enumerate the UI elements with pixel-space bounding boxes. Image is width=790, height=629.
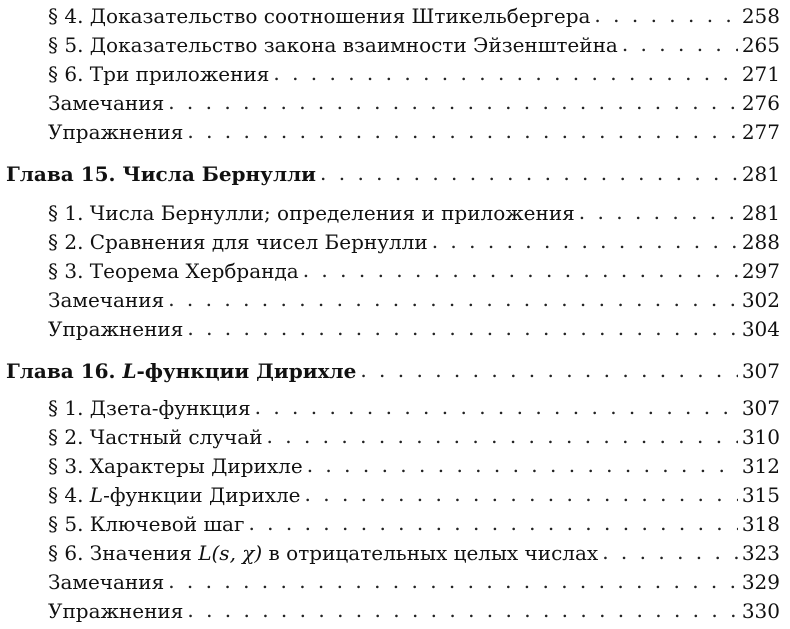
math-expression: L(s, χ) <box>198 541 263 565</box>
chapter-title: Глава 15. Числа Бернулли <box>6 162 317 186</box>
chapter-page: 281 <box>741 162 780 186</box>
toc-entry-page: 304 <box>741 317 780 341</box>
toc-entry[interactable] <box>48 539 780 567</box>
leader-dots <box>168 88 738 116</box>
toc-entry[interactable] <box>48 452 780 480</box>
leader-dots <box>360 356 737 384</box>
toc-entry-title: Замечания <box>48 570 165 594</box>
toc-entry[interactable] <box>48 60 780 88</box>
chapter-title-prefix: Глава 16. <box>6 359 123 383</box>
math-symbol: L <box>122 359 137 383</box>
toc-entry-page: 315 <box>741 483 780 507</box>
toc-entry-title: § 5. Доказательство закона взаимности Эйзенштейна <box>48 33 618 57</box>
toc-entry[interactable] <box>48 31 780 59</box>
toc-entry-page: 277 <box>741 120 780 144</box>
leader-dots <box>168 567 738 595</box>
title-suffix: -функции Дирихле <box>103 483 301 507</box>
toc-entry-page: 310 <box>741 425 780 449</box>
title-prefix: § 4. <box>48 483 90 507</box>
toc-entry[interactable] <box>48 89 780 117</box>
toc-entry[interactable] <box>48 118 780 146</box>
toc-entry-page: 323 <box>741 541 780 565</box>
toc-entry-page: 258 <box>741 4 780 28</box>
chapter-title <box>6 357 356 385</box>
leader-dots <box>187 117 737 145</box>
toc-entry[interactable] <box>48 568 780 596</box>
leader-dots <box>622 30 738 58</box>
math-symbol: L <box>89 483 104 507</box>
toc-entry-title: § 1. Дзета-функция <box>48 396 251 420</box>
leader-dots <box>187 314 737 342</box>
toc-entry-title: § 2. Сравнения для чисел Бернулли <box>48 230 428 254</box>
leader-dots <box>187 596 737 624</box>
toc-entry-page: 276 <box>741 91 780 115</box>
leader-dots <box>248 509 737 537</box>
leader-dots <box>602 538 738 566</box>
toc-chapter-15[interactable] <box>6 160 780 188</box>
toc-entry-title: § 3. Теорема Хербранда <box>48 259 299 283</box>
toc-entry-title: Замечания <box>48 288 165 312</box>
toc-entry-page: 330 <box>741 599 780 623</box>
leader-dots <box>594 1 737 29</box>
leader-dots <box>307 451 738 479</box>
toc-entry[interactable] <box>48 481 780 509</box>
toc-entry-page: 312 <box>741 454 780 478</box>
title-suffix: в отрицательных целых числах <box>262 541 599 565</box>
toc-entry-title <box>48 539 598 567</box>
leader-dots <box>255 393 738 421</box>
leader-dots <box>303 256 738 284</box>
toc-entry-page: 271 <box>741 62 780 86</box>
toc-entry-page: 318 <box>741 512 780 536</box>
toc-entry[interactable] <box>48 286 780 314</box>
toc-entry[interactable] <box>48 315 780 343</box>
toc-entry-page: 265 <box>741 33 780 57</box>
toc-entry-title: § 2. Частный случай <box>48 425 263 449</box>
toc-entry[interactable] <box>48 2 780 30</box>
toc-entry-title: § 4. Доказательство соотношения Штикельбергера <box>48 4 591 28</box>
toc-entry-page: 307 <box>741 396 780 420</box>
toc-entry-page: 288 <box>741 230 780 254</box>
leader-dots <box>168 285 738 313</box>
toc-entry-title: § 5. Ключевой шаг <box>48 512 245 536</box>
toc-entry[interactable] <box>48 597 780 625</box>
toc-entry-title: § 1. Числа Бернулли; определения и приложения <box>48 201 575 225</box>
toc-entry-page: 281 <box>741 201 780 225</box>
toc-entry-page: 302 <box>741 288 780 312</box>
toc-entry-title: § 6. Три приложения <box>48 62 270 86</box>
toc-entry[interactable] <box>48 199 780 227</box>
toc-entry-title: Упражнения <box>48 120 184 144</box>
leader-dots <box>267 422 738 450</box>
leader-dots <box>273 59 737 87</box>
toc-chapter-16[interactable] <box>6 357 780 385</box>
leader-dots <box>432 227 738 255</box>
toc-entry-title: Упражнения <box>48 599 184 623</box>
leader-dots <box>579 198 738 226</box>
toc-entry[interactable] <box>48 257 780 285</box>
toc-entry-title: Замечания <box>48 91 165 115</box>
toc-entry-page: 329 <box>741 570 780 594</box>
toc-entry-title: Упражнения <box>48 317 184 341</box>
toc-entry-title: § 3. Характеры Дирихле <box>48 454 303 478</box>
toc-entry[interactable] <box>48 228 780 256</box>
title-prefix: § 6. Значения <box>48 541 199 565</box>
chapter-page: 307 <box>741 359 780 383</box>
toc-entry[interactable] <box>48 394 780 422</box>
leader-dots <box>305 480 738 508</box>
toc-entry[interactable] <box>48 423 780 451</box>
toc-entry[interactable] <box>48 510 780 538</box>
toc-entry-page: 297 <box>741 259 780 283</box>
leader-dots <box>320 159 738 187</box>
chapter-title-suffix: -функции Дирихле <box>136 359 357 383</box>
toc-entry-title <box>48 481 301 509</box>
